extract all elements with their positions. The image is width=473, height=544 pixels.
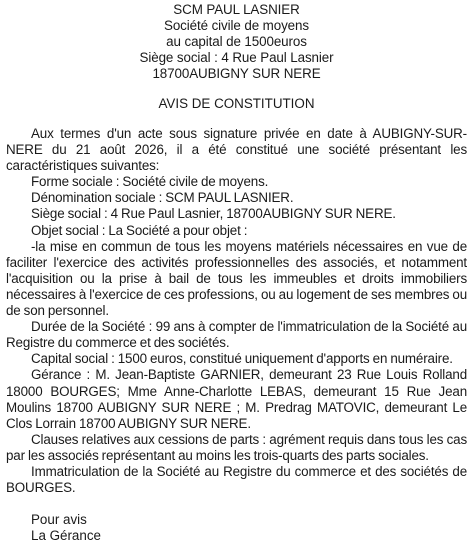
- duration-paragraph: Durée de la Société : 99 ans à compter de l'immatriculation de la Société au Registre du commerce et des sociétés.: [6, 319, 467, 351]
- share-capital: au capital de 1500euros: [166, 34, 307, 49]
- company-name: SCM PAUL LASNIER: [173, 2, 300, 17]
- management-paragraph: Gérance : M. Jean-Baptiste GARNIER, demeurant 23 Rue Louis Rolland 18000 BOURGES; Mme Anne-Charlotte LEBAS, demeurant 15 Rue Jean Moulins 18700 AUBIGNY SUR NERE ; M. Predrag MATOVIC, demeurant Le Clos Lorrain 18700 AUBIGNY SUR NERE.: [6, 367, 467, 431]
- legal-form-line: Forme sociale : Société civile de moyens.: [31, 174, 269, 190]
- company-name-line: Dénomination sociale : SCM PAUL LASNIER.: [31, 190, 294, 206]
- signatory-line: La Gérance: [31, 528, 101, 544]
- registration-paragraph: Immatriculation de la Société au Registre du commerce et des sociétés de BOURGES.: [6, 463, 467, 496]
- intro-paragraph: Aux termes d'un acte sous signature privée en date à AUBIGNY-SUR-NERE du 21 août 2026, il a été constitué une société présentant les caractéristiques suivantes:: [6, 126, 467, 174]
- registered-office: Siège social : 4 Rue Paul Lasnier: [139, 50, 334, 65]
- company-city: 18700AUBIGNY SUR NERE: [152, 66, 321, 81]
- legal-form: Société civile de moyens: [164, 18, 309, 33]
- purpose-heading: Objet social : La Société a pour objet :: [31, 222, 248, 238]
- company-header: [6, 2, 467, 82]
- registered-office-line: Siège social : 4 Rue Paul Lasnier, 18700AUBIGNY SUR NERE.: [31, 206, 396, 222]
- signoff: [6, 512, 467, 544]
- share-transfer-paragraph: Clauses relatives aux cessions de parts : agrément requis dans tous les cas par les associés représentant au moins les trois-quarts des parts sociales.: [6, 431, 467, 463]
- closing-line: Pour avis: [31, 512, 87, 528]
- capital-paragraph: Capital social : 1500 euros, constitué uniquement d'apports en numéraire.: [31, 351, 453, 367]
- purpose-paragraph: -la mise en commun de tous les moyens matériels nécessaires en vue de faciliter l'exercice des activités professionnelles des associés, et notamment l'acquisition ou la prise à bail de tous les immeubles et droits immobiliers nécessaires à l'exercice de ces professions, ou au logement de ses membres ou de son personnel.: [6, 238, 467, 319]
- notice-body: [6, 126, 467, 496]
- notice-title: AVIS DE CONSTITUTION: [158, 96, 315, 111]
